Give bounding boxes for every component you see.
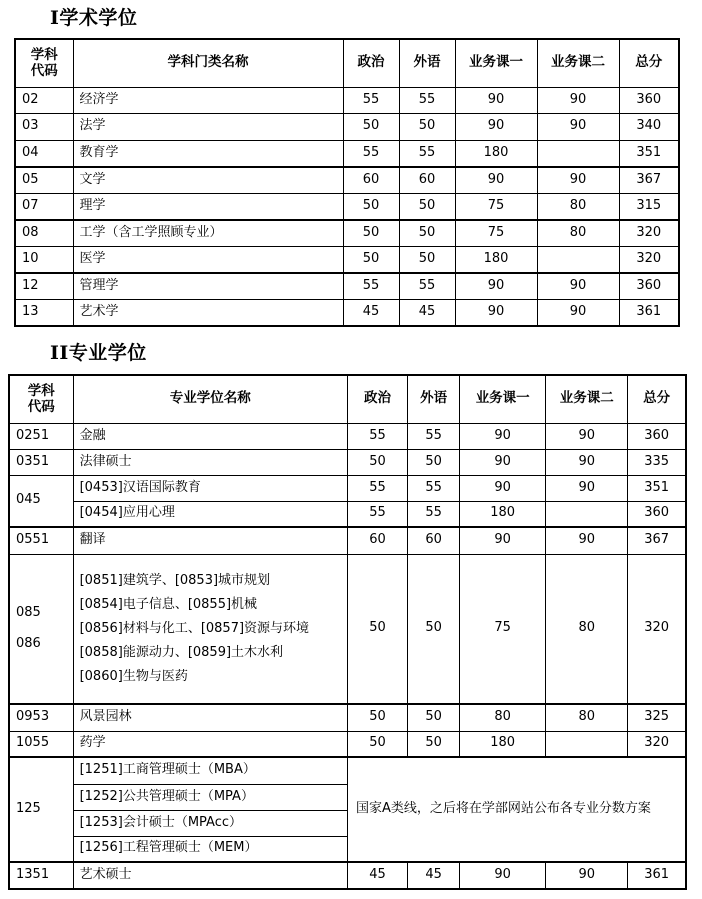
row-name: 翻译: [73, 527, 347, 554]
score-total: 361: [619, 299, 679, 326]
header-name: 专业学位名称: [73, 375, 347, 423]
row-code: 0251: [9, 423, 73, 449]
row-code: 07: [15, 193, 73, 220]
score-course2: [546, 501, 628, 527]
score-total: 367: [619, 167, 679, 194]
score-course1: 180: [460, 731, 546, 757]
row-name: [1256]工程管理硕士（MEM）: [73, 836, 347, 862]
score-total: 315: [619, 193, 679, 220]
table-row: [15, 220, 679, 247]
score-course1: 75: [455, 220, 537, 247]
score-course1: 90: [460, 527, 546, 554]
header-politics: 政治: [343, 39, 399, 87]
row-code: 0953: [9, 704, 73, 731]
score-total: 360: [628, 423, 686, 449]
table-row: [9, 862, 686, 889]
score-politics: 55: [343, 87, 399, 114]
score-language: 55: [399, 273, 455, 300]
row-name: [0453]汉语国际教育: [73, 475, 347, 501]
score-course2: 90: [546, 449, 628, 475]
table-row: [9, 423, 686, 449]
header-course1: 业务课一: [455, 39, 537, 87]
score-course2: [546, 731, 628, 757]
score-total: 320: [628, 554, 686, 704]
table-row: [9, 704, 686, 731]
professional-section-title: II专业学位: [50, 342, 147, 364]
row-name: [0454]应用心理: [73, 501, 347, 527]
score-total: 360: [628, 501, 686, 527]
row-name: 艺术硕士: [73, 862, 347, 889]
row-name: [1252]公共管理硕士（MPA）: [73, 784, 347, 810]
score-politics: 60: [343, 167, 399, 194]
score-note: 国家A类线，之后将在学部网站公布各专业分数方案: [347, 757, 686, 862]
header-language: 外语: [408, 375, 460, 423]
score-total: 367: [628, 527, 686, 554]
program-line: [0858]能源动力、[0859]土木水利: [79, 644, 284, 660]
score-course2: 90: [546, 475, 628, 501]
score-language: 50: [399, 114, 455, 141]
row-code: 03: [15, 114, 73, 141]
score-course2: [537, 140, 619, 167]
row-name: 经济学: [73, 87, 343, 114]
score-language: 50: [399, 220, 455, 247]
score-total: 360: [619, 273, 679, 300]
score-course1: 180: [460, 501, 546, 527]
row-code: 02: [15, 87, 73, 114]
header-course1: 业务课一: [460, 375, 546, 423]
score-total: 320: [628, 731, 686, 757]
score-course1: 90: [460, 475, 546, 501]
score-course2: 90: [537, 114, 619, 141]
score-course1: 90: [455, 273, 537, 300]
score-total: 360: [619, 87, 679, 114]
row-name: 法律硕士: [73, 449, 347, 475]
row-code: 125: [9, 757, 73, 862]
score-politics: 50: [347, 554, 407, 704]
header-course2: 业务课二: [537, 39, 619, 87]
program-line: [0860]生物与医药: [79, 668, 188, 684]
header-code: 学科 代码: [15, 39, 73, 87]
row-name: 艺术学: [73, 299, 343, 326]
table-row: [15, 140, 679, 167]
row-name: 法学: [73, 114, 343, 141]
row-name-list: [73, 554, 347, 704]
score-language: 50: [408, 449, 460, 475]
score-language: 60: [399, 167, 455, 194]
score-course1: 90: [455, 114, 537, 141]
score-language: 50: [399, 193, 455, 220]
score-course2: 80: [546, 704, 628, 731]
score-language: 55: [399, 87, 455, 114]
score-total: 335: [628, 449, 686, 475]
score-total: 320: [619, 246, 679, 273]
score-course2: [537, 246, 619, 273]
score-course1: 90: [455, 167, 537, 194]
table-row: [15, 273, 679, 300]
row-code: 085 086: [9, 554, 73, 704]
score-total: 320: [619, 220, 679, 247]
score-course2: 80: [537, 193, 619, 220]
score-language: 50: [399, 246, 455, 273]
score-language: 55: [408, 475, 460, 501]
professional-score-table: [8, 374, 687, 890]
score-total: 351: [619, 140, 679, 167]
table-row: [9, 475, 686, 501]
row-name: 金融: [73, 423, 347, 449]
table-row: [15, 114, 679, 141]
row-code: 04: [15, 140, 73, 167]
academic-score-table: [14, 38, 680, 327]
score-language: 60: [408, 527, 460, 554]
row-name: 理学: [73, 193, 343, 220]
program-line: [0851]建筑学、[0853]城市规划: [79, 572, 271, 588]
score-course2: 90: [546, 423, 628, 449]
score-politics: 50: [343, 193, 399, 220]
row-code: 1351: [9, 862, 73, 889]
score-total: 351: [628, 475, 686, 501]
row-code: 0551: [9, 527, 73, 554]
score-politics: 55: [343, 273, 399, 300]
header-language: 外语: [399, 39, 455, 87]
score-course1: 90: [455, 87, 537, 114]
score-language: 45: [408, 862, 460, 889]
table-row: [15, 167, 679, 194]
row-code: 05: [15, 167, 73, 194]
score-politics: 55: [347, 423, 407, 449]
row-code: 1055: [9, 731, 73, 757]
score-course2: 90: [537, 167, 619, 194]
table-row: [15, 246, 679, 273]
program-line: [0856]材料与化工、[0857]资源与环境: [79, 620, 310, 636]
score-total: 325: [628, 704, 686, 731]
score-politics: 50: [343, 246, 399, 273]
score-course2: 80: [546, 554, 628, 704]
score-course2: 90: [537, 273, 619, 300]
score-politics: 45: [347, 862, 407, 889]
row-name: 工学（含工学照顾专业）: [73, 220, 343, 247]
score-language: 50: [408, 554, 460, 704]
row-name: 药学: [73, 731, 347, 757]
score-politics: 50: [343, 114, 399, 141]
table-row: [9, 501, 686, 527]
header-name: 学科门类名称: [73, 39, 343, 87]
table-row: [15, 87, 679, 114]
score-total: 361: [628, 862, 686, 889]
row-name: 管理学: [73, 273, 343, 300]
table-row: [9, 527, 686, 554]
row-code: 10: [15, 246, 73, 273]
header-politics: 政治: [347, 375, 407, 423]
score-politics: 55: [343, 140, 399, 167]
score-politics: 55: [347, 475, 407, 501]
score-course1: 180: [455, 246, 537, 273]
score-language: 45: [399, 299, 455, 326]
row-code: 0351: [9, 449, 73, 475]
score-language: 55: [408, 501, 460, 527]
score-politics: 45: [343, 299, 399, 326]
header-course2: 业务课二: [546, 375, 628, 423]
score-politics: 60: [347, 527, 407, 554]
score-course2: 90: [537, 87, 619, 114]
score-course2: 80: [537, 220, 619, 247]
row-code: 08: [15, 220, 73, 247]
row-name: 教育学: [73, 140, 343, 167]
table-row: [15, 299, 679, 326]
score-course1: 180: [455, 140, 537, 167]
table-row: [9, 757, 686, 784]
academic-section-title: I学术学位: [50, 7, 138, 29]
score-course2: 90: [546, 527, 628, 554]
row-code: 12: [15, 273, 73, 300]
row-name: 文学: [73, 167, 343, 194]
row-code: 13: [15, 299, 73, 326]
score-course2: 90: [546, 862, 628, 889]
table-row: [15, 193, 679, 220]
program-line: [0854]电子信息、[0855]机械: [79, 596, 258, 612]
table-header-row: [9, 375, 686, 423]
table-header-row: [15, 39, 679, 87]
score-politics: 50: [343, 220, 399, 247]
score-course1: 90: [460, 862, 546, 889]
score-course1: 75: [460, 554, 546, 704]
score-language: 50: [408, 731, 460, 757]
score-course1: 90: [460, 449, 546, 475]
score-total: 340: [619, 114, 679, 141]
score-language: 55: [408, 423, 460, 449]
row-name: 医学: [73, 246, 343, 273]
row-code: 045: [9, 475, 73, 527]
score-politics: 50: [347, 449, 407, 475]
score-course1: 80: [460, 704, 546, 731]
score-politics: 50: [347, 704, 407, 731]
table-row: [9, 449, 686, 475]
score-course1: 90: [455, 299, 537, 326]
score-politics: 55: [347, 501, 407, 527]
score-language: 55: [399, 140, 455, 167]
table-row: [9, 554, 686, 704]
header-code: 学科 代码: [9, 375, 73, 423]
score-course1: 90: [460, 423, 546, 449]
score-course2: 90: [537, 299, 619, 326]
table-row: [9, 731, 686, 757]
score-politics: 50: [347, 731, 407, 757]
score-language: 50: [408, 704, 460, 731]
header-total: 总分: [628, 375, 686, 423]
score-course1: 75: [455, 193, 537, 220]
row-name: [1253]会计硕士（MPAcc）: [73, 810, 347, 836]
row-name: 风景园林: [73, 704, 347, 731]
header-total: 总分: [619, 39, 679, 87]
row-name: [1251]工商管理硕士（MBA）: [73, 757, 347, 784]
